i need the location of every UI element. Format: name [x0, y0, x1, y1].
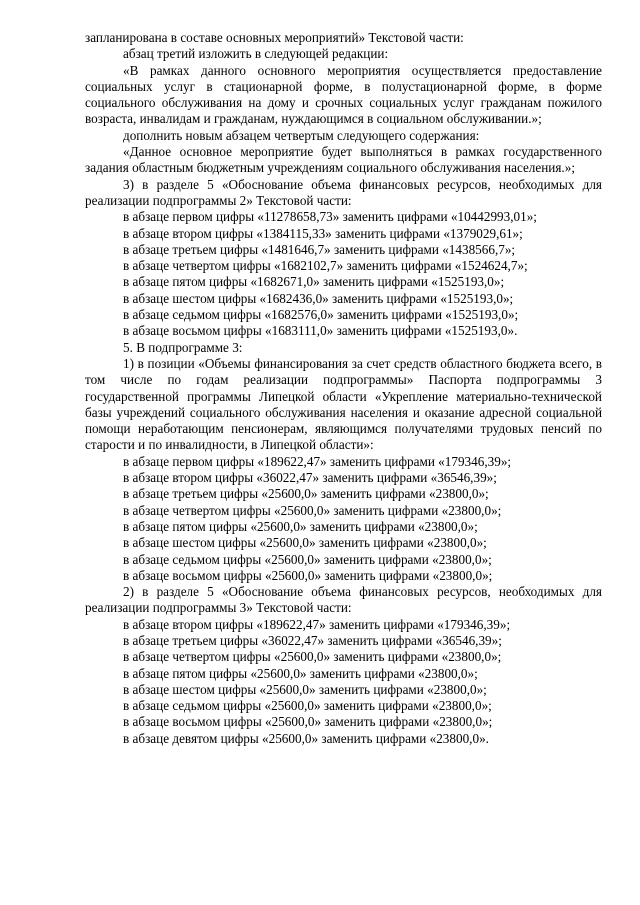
list-item: в абзаце седьмом цифры «25600,0» заменить цифрами «23800,0»; — [123, 698, 492, 714]
paragraph-instruction: абзац третий изложить в следующей редакции: — [123, 46, 389, 62]
list-item: в абзаце восьмом цифры «25600,0» заменить цифрами «23800,0»; — [123, 714, 493, 730]
list-item: в абзаце третьем цифры «25600,0» заменить цифрами «23800,0»; — [123, 486, 489, 502]
paragraph-continuation: запланирована в составе основных мероприятий» Текстовой части: — [85, 30, 464, 45]
list-item: в абзаце восьмом цифры «1683111,0» заменить цифрами «1525193,0». — [123, 323, 518, 339]
list-item: в абзаце шестом цифры «1682436,0» заменить цифрами «1525193,0»; — [123, 290, 514, 306]
document-page — [85, 30, 602, 747]
list-item: в абзаце пятом цифры «25600,0» заменить цифрами «23800,0»; — [123, 665, 478, 681]
paragraph-instruction-2: дополнить новым абзацем четвертым следующего содержания: — [123, 127, 480, 143]
amendment-list-3 — [85, 617, 602, 747]
list-item: в абзаце четвертом цифры «1682102,7» заменить цифрами «1524624,7»; — [123, 258, 528, 274]
list-item: в абзаце пятом цифры «1682671,0» заменить цифрами «1525193,0»; — [123, 274, 505, 290]
list-item: в абзаце четвертом цифры «25600,0» заменить цифрами «23800,0»; — [123, 649, 502, 665]
paragraph-quote-2: «Данное основное мероприятие будет выполняться в рамках государственного задания областным бюджетным учреждениям социального обслуживания населения.»; — [85, 144, 602, 176]
intro-section — [85, 30, 602, 209]
list-item: в абзаце пятом цифры «25600,0» заменить цифрами «23800,0»; — [123, 518, 478, 534]
paragraph-item-2: 2) в разделе 5 «Обоснование объема финансовых ресурсов, необходимых для реализации подпрограммы 3» Текстовой части: — [85, 584, 602, 616]
list-item: в абзаце восьмом цифры «25600,0» заменить цифрами «23800,0»; — [123, 567, 493, 583]
list-item: в абзаце седьмом цифры «1682576,0» заменить цифрами «1525193,0»; — [123, 307, 519, 323]
list-item: в абзаце первом цифры «11278658,73» заменить цифрами «10442993,01»; — [123, 209, 537, 225]
list-item: в абзаце шестом цифры «25600,0» заменить цифрами «23800,0»; — [123, 535, 487, 551]
list-item: в абзаце втором цифры «1384115,33» заменить цифрами «1379029,61»; — [123, 225, 523, 241]
list-item: в абзаце втором цифры «189622,47» заменить цифрами «179346,39»; — [123, 616, 511, 632]
paragraph-item-1: 1) в позиции «Объемы финансирования за счет средств областного бюджета всего, в том числе по годам реализации подпрограммы» Паспорта подпрограммы 3 государственной программы Липецкой области «Укрепление материально-технической базы учреждений социального обслуживания населения и оказание адресной социальной помощи неработающим пенсионерам, являющимся получателями трудовых пенсий по старости и по инвалидности, в Липецкой области»: — [85, 355, 602, 453]
list-item: в абзаце третьем цифры «36022,47» заменить цифрами «36546,39»; — [123, 632, 502, 648]
list-item: в абзаце четвертом цифры «25600,0» заменить цифрами «23800,0»; — [123, 502, 502, 518]
list-item: в абзаце третьем цифры «1481646,7» заменить цифрами «1438566,7»; — [123, 241, 516, 257]
list-item: в абзаце седьмом цифры «25600,0» заменить цифрами «23800,0»; — [123, 551, 492, 567]
list-item: в абзаце шестом цифры «25600,0» заменить цифрами «23800,0»; — [123, 681, 487, 697]
list-item: в абзаце втором цифры «36022,47» заменить цифрами «36546,39»; — [123, 470, 497, 486]
amendment-list-2 — [85, 454, 602, 584]
paragraph-section-3: 3) в разделе 5 «Обоснование объема финансовых ресурсов, необходимых для реализации подпрограммы 2» Текстовой части: — [85, 176, 602, 208]
paragraph-quote-1: «В рамках данного основного мероприятия осуществляется предоставление социальных услуг в стационарной форме, в полустационарной форме, в форме социального обслуживания на дому и срочных социальных услуг гражданам пожилого возраста, инвалидам и гражданам, нуждающимся в социальном обслуживании.»; — [85, 62, 602, 127]
list-item: в абзаце первом цифры «189622,47» заменить цифрами «179346,39»; — [123, 453, 512, 469]
section-heading: 5. В подпрограмме 3: — [123, 339, 243, 355]
list-item: в абзаце девятом цифры «25600,0» заменить цифрами «23800,0». — [123, 730, 489, 746]
amendment-list-1 — [85, 209, 602, 339]
